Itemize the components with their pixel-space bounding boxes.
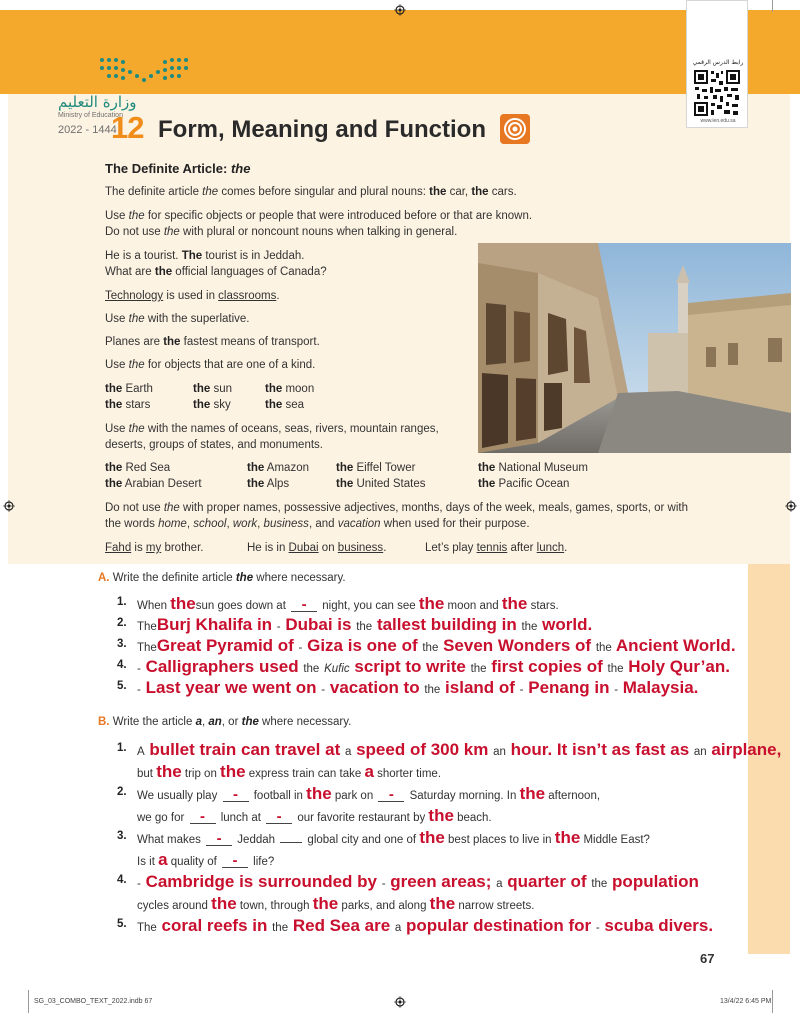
- name-item: the United States: [336, 478, 426, 490]
- rule-text: Do not use the with proper names, possessive adjectives, months, days of the week, meals, games, sports, or with: [105, 502, 688, 514]
- sentence-text: -: [381, 878, 386, 890]
- sentence-text: the: [356, 621, 373, 633]
- heading-term: the: [230, 161, 251, 176]
- answer-blank[interactable]: -: [266, 810, 292, 824]
- answer-word[interactable]: Great Pyramid of: [156, 636, 299, 655]
- sentence-text: -: [137, 663, 141, 675]
- jeddah-street-photo: [478, 243, 791, 453]
- sentence-text: stars.: [527, 600, 559, 612]
- sentence-text: narrow streets.: [455, 900, 535, 912]
- answer-word[interactable]: quarter of: [502, 872, 592, 891]
- sentence-text: football in: [250, 790, 307, 802]
- example-text: He is in Dubai on business.: [247, 542, 387, 554]
- sentence-text: a: [344, 746, 352, 758]
- footer-file: SG_03_COMBO_TEXT_2022.indb 67: [34, 998, 153, 1005]
- exercise-sentence: [137, 762, 441, 782]
- exercise-sentence: [137, 828, 650, 848]
- sentence-text: an: [693, 746, 707, 758]
- sentence-text: the: [470, 663, 487, 675]
- answer-word[interactable]: Seven Wonders of: [438, 636, 596, 655]
- answer-blank[interactable]: -: [291, 598, 317, 612]
- item-number: 1.: [117, 742, 127, 754]
- item-number: 5.: [117, 918, 127, 930]
- heading-prefix: The Definite Article:: [105, 161, 231, 176]
- sentence-text: global city and one of: [304, 834, 420, 846]
- sentence-text: the: [595, 642, 612, 654]
- footer-date: 13/4/22 6:45 PM: [720, 998, 772, 1005]
- rule-text: the words home, school, work, business, and vacation when used for their purpose.: [105, 518, 530, 530]
- sentence-text: -: [276, 621, 281, 633]
- rule-text: The definite article the comes before singular and plural nouns: the car, the cars.: [105, 186, 517, 198]
- spiral-icon[interactable]: [500, 114, 530, 144]
- item-number: 4.: [117, 659, 127, 671]
- ministry-english-name: Ministry of Education: [58, 112, 123, 119]
- name-item: the Arabian Desert: [105, 478, 202, 490]
- answer-word[interactable]: the: [170, 594, 196, 613]
- kind-item: the sky: [193, 399, 231, 411]
- answer-word[interactable]: Calligraphers used: [140, 657, 304, 676]
- sentence-text: Saturday morning. In: [406, 790, 520, 802]
- answer-word[interactable]: Giza is one of: [302, 636, 423, 655]
- answer-word[interactable]: Cambridge is surrounded by: [140, 872, 382, 891]
- qr-card[interactable]: [686, 0, 748, 128]
- ministry-logo-icon: [98, 54, 190, 84]
- empty-blank[interactable]: [280, 833, 302, 843]
- sentence-text: cycles around: [137, 900, 212, 912]
- exercise-b-instruction: B. Write the article a, an, or the where necessary.: [98, 716, 352, 728]
- answer-word[interactable]: the: [501, 594, 528, 613]
- kind-item: the sea: [265, 399, 304, 411]
- sentence-text: afternoon,: [545, 790, 601, 802]
- sentence-text: an: [493, 746, 506, 758]
- sentence-text: -: [137, 878, 141, 890]
- answer-word[interactable]: bullet train can travel at: [144, 740, 345, 759]
- item-number: 4.: [117, 874, 127, 886]
- answer-word[interactable]: scuba divers.: [599, 916, 714, 935]
- exercise-sentence: [137, 615, 592, 635]
- exercise-sentence: [137, 916, 713, 936]
- sentence-text: The: [137, 922, 157, 934]
- sentence-text: we go for: [137, 812, 188, 824]
- answer-word[interactable]: Penang in: [523, 678, 615, 697]
- answer-blank[interactable]: -: [222, 854, 248, 868]
- sentence-text: park on: [331, 790, 377, 802]
- item-number: 2.: [117, 617, 127, 629]
- sentence-text: shorter time.: [373, 768, 442, 780]
- answer-word[interactable]: Red Sea are: [288, 916, 395, 935]
- name-item: the Red Sea: [105, 462, 171, 474]
- registration-mark-icon: [394, 4, 406, 16]
- sentence-text: Is it: [137, 856, 159, 868]
- sentence-text: the: [607, 663, 624, 675]
- example-text: Let’s play tennis after lunch.: [425, 542, 568, 554]
- sentence-text: -: [321, 684, 326, 696]
- answer-word[interactable]: the: [306, 784, 332, 803]
- sentence-text: We usually play: [137, 790, 221, 802]
- answer-word[interactable]: coral reefs in: [156, 916, 273, 935]
- answer-word[interactable]: tallest building in: [372, 615, 522, 634]
- answer-word[interactable]: green areas;: [385, 872, 497, 891]
- answer-word[interactable]: a: [364, 762, 374, 781]
- sentence-text: lunch at: [217, 812, 265, 824]
- answer-word[interactable]: Last year we went on: [140, 678, 322, 697]
- example-text: He is a tourist. The tourist is in Jeddah.: [105, 250, 305, 262]
- ministry-arabic-name: وزارة التعليم: [58, 93, 137, 111]
- answer-word[interactable]: the: [312, 894, 339, 913]
- page-number: 67: [700, 951, 715, 966]
- answer-word[interactable]: Ancient World.: [611, 636, 736, 655]
- kind-item: the sun: [193, 383, 232, 395]
- lesson-title: Form, Meaning and Function: [158, 116, 486, 143]
- section-heading: [105, 161, 250, 176]
- sentence-text: -: [137, 684, 141, 696]
- name-item: the Pacific Ocean: [478, 478, 570, 490]
- answer-word[interactable]: Dubai is: [280, 615, 357, 634]
- answer-word[interactable]: Malaysia.: [618, 678, 699, 697]
- answer-blank[interactable]: -: [378, 788, 404, 802]
- sentence-text: our favorite restaurant by: [294, 812, 429, 824]
- kind-item: the moon: [265, 383, 315, 395]
- sentence-text: What makes: [137, 834, 205, 846]
- sentence-text: Middle East?: [580, 834, 650, 846]
- answer-word[interactable]: vacation to: [325, 678, 425, 697]
- sentence-text: -: [298, 642, 303, 654]
- sentence-text: moon and: [444, 600, 502, 612]
- item-number: 5.: [117, 680, 127, 692]
- sentence-text: night, you can see: [319, 600, 419, 612]
- exercise-sentence: [137, 740, 781, 760]
- rule-text: Use the with the names of oceans, seas, rivers, mountain ranges,: [105, 423, 439, 435]
- sentence-text: -: [519, 684, 524, 696]
- sentence-text: quality of: [167, 856, 220, 868]
- sentence-text: The: [137, 642, 157, 654]
- sentence-text: life?: [249, 856, 275, 868]
- item-number: 3.: [117, 830, 127, 842]
- sentence-text: trip on: [181, 768, 221, 780]
- sentence-text: best places to live in: [444, 834, 555, 846]
- lesson-number: 12: [111, 110, 144, 145]
- answer-word[interactable]: script to write: [349, 657, 471, 676]
- answer-word[interactable]: the: [429, 894, 456, 913]
- kind-item: the Earth: [105, 383, 153, 395]
- answer-word[interactable]: airplane,: [706, 740, 782, 759]
- name-item: the Amazon: [247, 462, 309, 474]
- crop-mark: [28, 990, 29, 1013]
- answer-word[interactable]: world.: [537, 615, 593, 634]
- rule-text: Use the for specific objects or people that were introduced before or that are known.: [105, 210, 533, 222]
- registration-mark-icon: [785, 500, 797, 512]
- answer-word[interactable]: Holy Qur’an.: [623, 657, 730, 676]
- exercise-sentence: [137, 657, 730, 677]
- rule-text: Use the for objects that are one of a kind.: [105, 359, 316, 371]
- sentence-text: the: [591, 878, 608, 890]
- answer-blank[interactable]: -: [190, 810, 216, 824]
- answer-word[interactable]: hour. It isn’t as fast as: [505, 740, 694, 759]
- answer-blank[interactable]: -: [206, 832, 232, 846]
- answer-word[interactable]: the: [519, 784, 546, 803]
- name-item: the Eiffel Tower: [336, 462, 416, 474]
- name-item: the National Museum: [478, 462, 588, 474]
- sentence-text: but: [137, 768, 157, 780]
- sentence-text: a: [496, 878, 503, 890]
- exercise-sentence: [137, 784, 600, 804]
- answer-word[interactable]: the: [211, 894, 237, 913]
- answer-word[interactable]: island of: [440, 678, 520, 697]
- example-text: What are the official languages of Canada?: [105, 266, 327, 278]
- kind-item: the stars: [105, 399, 151, 411]
- answer-word[interactable]: Burj Khalifa in: [156, 615, 277, 634]
- qr-code-icon[interactable]: [693, 69, 741, 117]
- registration-mark-icon: [3, 500, 15, 512]
- answer-word[interactable]: speed of 300 km: [351, 740, 494, 759]
- answer-word[interactable]: popular destination for: [401, 916, 596, 935]
- exercise-sentence: [137, 678, 698, 698]
- answer-word[interactable]: the: [554, 828, 581, 847]
- qr-label: رابط الدرس الرقمي: [692, 59, 744, 66]
- answer-word[interactable]: the: [156, 762, 182, 781]
- crop-mark: [772, 990, 773, 1013]
- sentence-text: parks, and along: [338, 900, 430, 912]
- sentence-text: A: [137, 746, 145, 758]
- rule-text: deserts, groups of states, and monuments.: [105, 439, 323, 451]
- answer-word[interactable]: the: [428, 806, 454, 825]
- sentence-text: Kufic: [324, 663, 350, 675]
- item-number: 3.: [117, 638, 127, 650]
- sentence-text: sun goes down at: [195, 600, 290, 612]
- sentence-text: -: [614, 684, 619, 696]
- example-text: Fahd is my brother.: [105, 542, 204, 554]
- exercise-sentence: [137, 850, 274, 870]
- example-text: Planes are the fastest means of transport.: [105, 336, 320, 348]
- example-text: Technology is used in classrooms.: [105, 290, 280, 302]
- item-number: 2.: [117, 786, 127, 798]
- sentence-text: a: [394, 922, 402, 934]
- name-item: the Alps: [247, 478, 290, 490]
- item-number: 1.: [117, 596, 127, 608]
- answer-blank[interactable]: -: [223, 788, 249, 802]
- sentence-text: Jeddah: [234, 834, 279, 846]
- sentence-text: the: [272, 922, 289, 934]
- exercise-sentence: [137, 594, 559, 614]
- sentence-text: beach.: [453, 812, 492, 824]
- sentence-text: express train can take: [245, 768, 365, 780]
- sentence-text: the: [422, 642, 439, 654]
- exercise-sentence: [137, 636, 736, 656]
- sentence-text: the: [521, 621, 538, 633]
- answer-word[interactable]: a: [158, 850, 168, 869]
- registration-mark-icon: [394, 996, 406, 1008]
- exercise-sentence: [137, 872, 699, 892]
- ministry-year: 2022 - 1444: [58, 124, 117, 136]
- answer-word[interactable]: the: [418, 594, 445, 613]
- sentence-text: town, through: [236, 900, 313, 912]
- sentence-text: the: [303, 663, 320, 675]
- sentence-text: -: [595, 922, 600, 934]
- crop-mark: [772, 0, 773, 12]
- sentence-text: the: [424, 684, 441, 696]
- exercise-a-instruction: A. Write the definite article the where necessary.: [98, 572, 346, 584]
- answer-word[interactable]: the: [220, 762, 246, 781]
- sentence-text: The: [137, 621, 157, 633]
- answer-word[interactable]: the: [419, 828, 445, 847]
- sentence-text: When: [137, 600, 171, 612]
- exercise-sentence: [137, 894, 534, 914]
- exercise-sentence: [137, 806, 492, 826]
- answer-word[interactable]: first copies of: [486, 657, 608, 676]
- qr-url[interactable]: www.ien.edu.sa: [700, 118, 736, 124]
- rule-text: Do not use the with plural or noncount nouns when talking in general.: [105, 226, 458, 238]
- rule-text: Use the with the superlative.: [105, 313, 250, 325]
- answer-word[interactable]: population: [607, 872, 699, 891]
